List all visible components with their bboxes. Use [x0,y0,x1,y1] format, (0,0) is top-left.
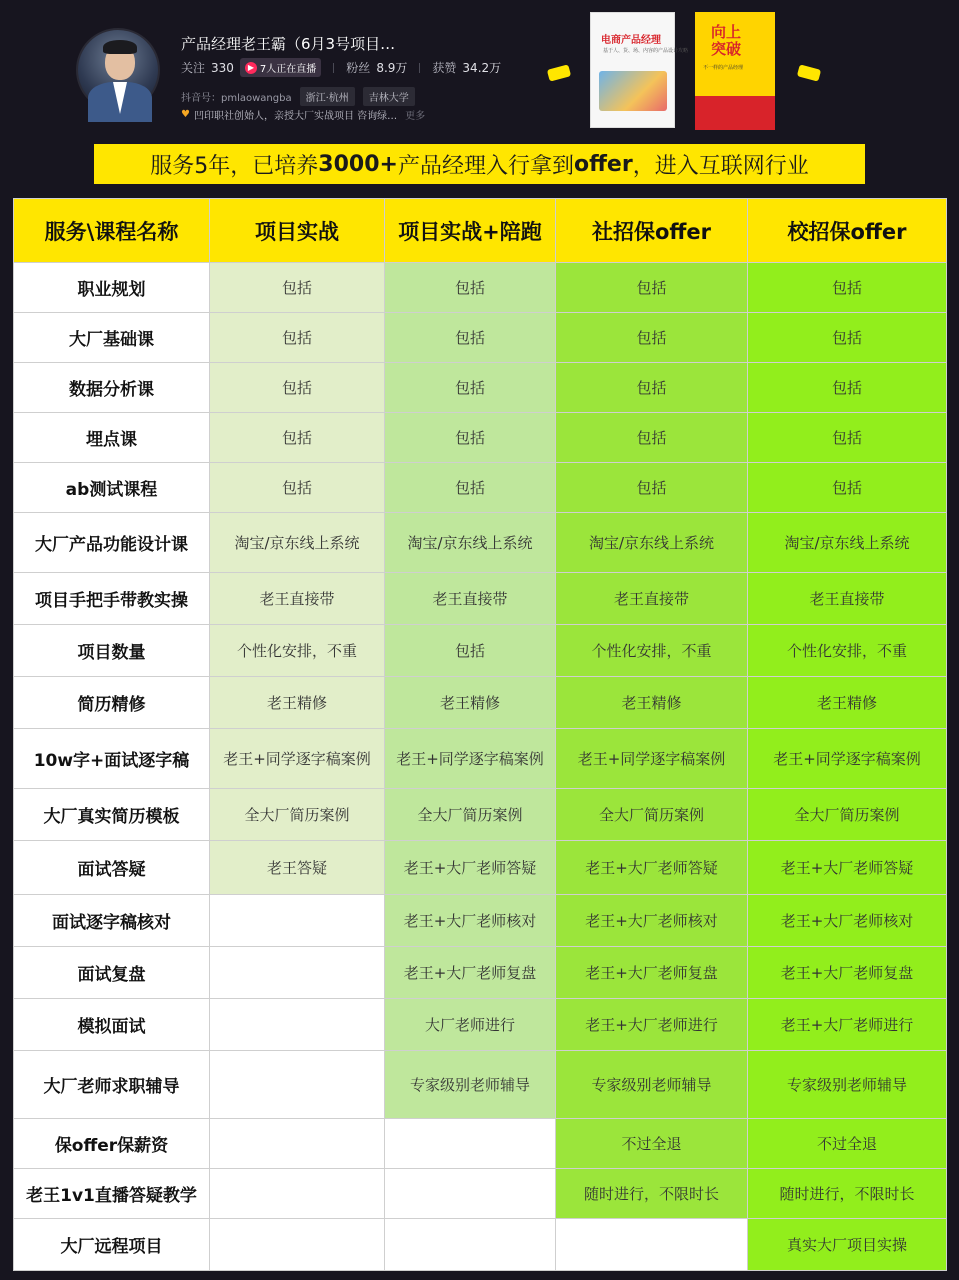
table-cell: 包括 [385,363,556,413]
table-cell: 包括 [210,413,385,463]
table-row [14,263,947,313]
table-cell: 老王+大厂老师进行 [556,999,748,1051]
row-label: 大厂基础课 [14,313,210,363]
table-cell: 淘宝/京东线上系统 [556,513,748,573]
table-cell [210,1119,385,1169]
table-cell: 包括 [748,463,947,513]
headline-banner [94,144,865,184]
row-label: 大厂远程项目 [14,1219,210,1271]
table-cell: 包括 [385,413,556,463]
table-cell: 老王+大厂老师核对 [748,895,947,947]
table-cell: 老王精修 [385,677,556,729]
header-social-offer: 社招保offer [556,199,748,263]
table-row [14,895,947,947]
table-row [14,1219,947,1271]
table-cell: 不过全退 [748,1119,947,1169]
table-cell: 老王+同学逐字稿案例 [556,729,748,789]
table-cell: 专家级别老师辅导 [748,1051,947,1119]
table-cell [210,1169,385,1219]
table-cell: 包括 [556,413,748,463]
row-label: 项目手把手带教实操 [14,573,210,625]
profile-stats [181,58,501,77]
table-cell: 老王+大厂老师核对 [556,895,748,947]
live-text: 7人正在直播 [259,64,317,75]
table-cell: 个性化安排，不重 [748,625,947,677]
table-row [14,1051,947,1119]
table-cell: 全大厂简历案例 [748,789,947,841]
banner-post: ，进入互联网行业 [632,153,809,179]
table-cell [556,1219,748,1271]
table-cell [210,947,385,999]
table-header-row [14,199,947,263]
profile-meta [181,87,415,106]
table-row [14,513,947,573]
table-cell: 包括 [556,463,748,513]
table-cell: 老王精修 [210,677,385,729]
following-count: 330 [211,60,234,75]
row-label: 面试逐字稿核对 [14,895,210,947]
table-cell: 老王直接带 [385,573,556,625]
table-cell: 老王+同学逐字稿案例 [210,729,385,789]
table-cell: 个性化安排，不重 [556,625,748,677]
table-cell: 包括 [210,263,385,313]
table-cell: 真实大厂项目实操 [748,1219,947,1271]
table-cell [210,895,385,947]
row-label: 面试答疑 [14,841,210,895]
school-tag: 吉林大学 [363,87,415,106]
row-label: 项目数量 [14,625,210,677]
table-cell: 包括 [210,313,385,363]
table-cell: 专家级别老师辅导 [556,1051,748,1119]
table-cell: 随时进行，不限时长 [556,1169,748,1219]
table-cell: 老王直接带 [556,573,748,625]
row-label: 10w字+面试逐字稿 [14,729,210,789]
banner-pre: 服务5年，已培养 [150,153,319,179]
table-cell: 大厂老师进行 [385,999,556,1051]
fans-count: 8.9万 [376,61,408,75]
table-row [14,1119,947,1169]
table-cell: 不过全退 [556,1119,748,1169]
table-row [14,789,947,841]
table-row [14,947,947,999]
table-cell: 随时进行，不限时长 [748,1169,947,1219]
table-cell: 淘宝/京东线上系统 [210,513,385,573]
book2-subtitle: 不一样的产品经理 [703,65,744,71]
sparkle-icon [797,64,821,81]
table-row [14,625,947,677]
table-cell: 包括 [385,463,556,513]
table-cell: 全大厂简历案例 [556,789,748,841]
table-cell: 包括 [385,625,556,677]
row-label: 大厂产品功能设计课 [14,513,210,573]
profile-bio [181,107,425,122]
row-label: 面试复盘 [14,947,210,999]
banner-highlight-offer: offer [573,151,633,177]
book-cover-ecommerce [590,12,689,128]
course-comparison-table [13,198,947,1271]
table-cell: 淘宝/京东线上系统 [385,513,556,573]
fans-label: 粉丝 [346,61,371,75]
table-row [14,841,947,895]
banner-mid: 产品经理入行拿到 [397,153,574,179]
table-cell: 老王+同学逐字稿案例 [385,729,556,789]
row-label: 模拟面试 [14,999,210,1051]
table-cell: 包括 [210,363,385,413]
table-cell: 老王+同学逐字稿案例 [748,729,947,789]
table-row [14,677,947,729]
table-cell: 老王+大厂老师复盘 [748,947,947,999]
table-cell: 全大厂简历案例 [210,789,385,841]
table-cell: 老王直接带 [748,573,947,625]
likes-label: 获赞 [432,61,457,75]
table-cell [385,1169,556,1219]
table-cell [210,999,385,1051]
profile-card [70,5,870,135]
table-cell: 包括 [556,263,748,313]
table-row [14,573,947,625]
table-cell [210,1051,385,1119]
table-row [14,1169,947,1219]
row-label: 职业规划 [14,263,210,313]
sparkle-icon [547,64,571,81]
row-label: ab测试课程 [14,463,210,513]
table-cell: 包括 [556,363,748,413]
table-cell: 老王+大厂老师复盘 [556,947,748,999]
table-cell: 包括 [385,263,556,313]
table-cell [210,1219,385,1271]
table-cell: 老王+大厂老师核对 [385,895,556,947]
table-cell: 老王精修 [556,677,748,729]
row-label: 数据分析课 [14,363,210,413]
douyin-id: 抖音号：pmlaowangba [181,93,292,104]
row-label: 老王1v1直播答疑教学 [14,1169,210,1219]
table-cell: 包括 [748,413,947,463]
table-cell: 包括 [385,313,556,363]
table-cell: 老王+大厂老师答疑 [748,841,947,895]
table-row [14,313,947,363]
table-row [14,363,947,413]
table-row [14,729,947,789]
table-cell: 包括 [748,263,947,313]
avatar[interactable] [76,28,160,112]
following-label: 关注 [181,61,206,75]
bio-icon: ♥ [181,109,190,120]
banner-highlight-count: 3000+ [318,151,398,177]
table-row [14,413,947,463]
table-cell: 老王答疑 [210,841,385,895]
table-cell: 老王+大厂老师进行 [748,999,947,1051]
table-cell: 包括 [748,313,947,363]
likes-count: 34.2万 [462,61,502,75]
table-cell: 包括 [556,313,748,363]
row-label: 大厂真实简历模板 [14,789,210,841]
table-cell: 老王+大厂老师答疑 [556,841,748,895]
live-icon: ▶ [245,62,257,74]
header-campus-offer: 校招保offer [748,199,947,263]
row-label: 大厂老师求职辅导 [14,1051,210,1119]
row-label: 保offer保薪资 [14,1119,210,1169]
table-cell: 淘宝/京东线上系统 [748,513,947,573]
table-cell: 包括 [210,463,385,513]
table-cell: 老王直接带 [210,573,385,625]
header-service-name: 服务\课程名称 [14,199,210,263]
table-cell: 老王精修 [748,677,947,729]
table-cell [385,1219,556,1271]
table-row [14,999,947,1051]
bio-text: 凹印职社创始人，亲授大厂实战项目 咨询绿… [193,111,398,122]
location-tag: 浙江·杭州 [300,87,355,106]
table-cell: 专家级别老师辅导 [385,1051,556,1119]
header-project-practice-plus: 项目实战+陪跑 [385,199,556,263]
profile-name: 产品经理老王霸（6月3号项目… [181,35,396,53]
book2-title: 向上突破 [711,23,742,58]
table-cell: 全大厂简历案例 [385,789,556,841]
row-label: 埋点课 [14,413,210,463]
more-link[interactable]: 更多 [405,111,426,122]
book1-subtitle: 基于人、货、场、内容的产品设计攻略 [603,48,689,54]
table-cell: 个性化安排，不重 [210,625,385,677]
header-project-practice: 项目实战 [210,199,385,263]
row-label: 简历精修 [14,677,210,729]
table-cell: 包括 [748,363,947,413]
live-badge[interactable] [240,58,321,77]
table-cell [385,1119,556,1169]
book1-title: 电商产品经理 [601,35,661,46]
book-cover-breakthrough [695,12,775,130]
table-row [14,463,947,513]
table-cell: 老王+大厂老师答疑 [385,841,556,895]
table-cell: 老王+大厂老师复盘 [385,947,556,999]
